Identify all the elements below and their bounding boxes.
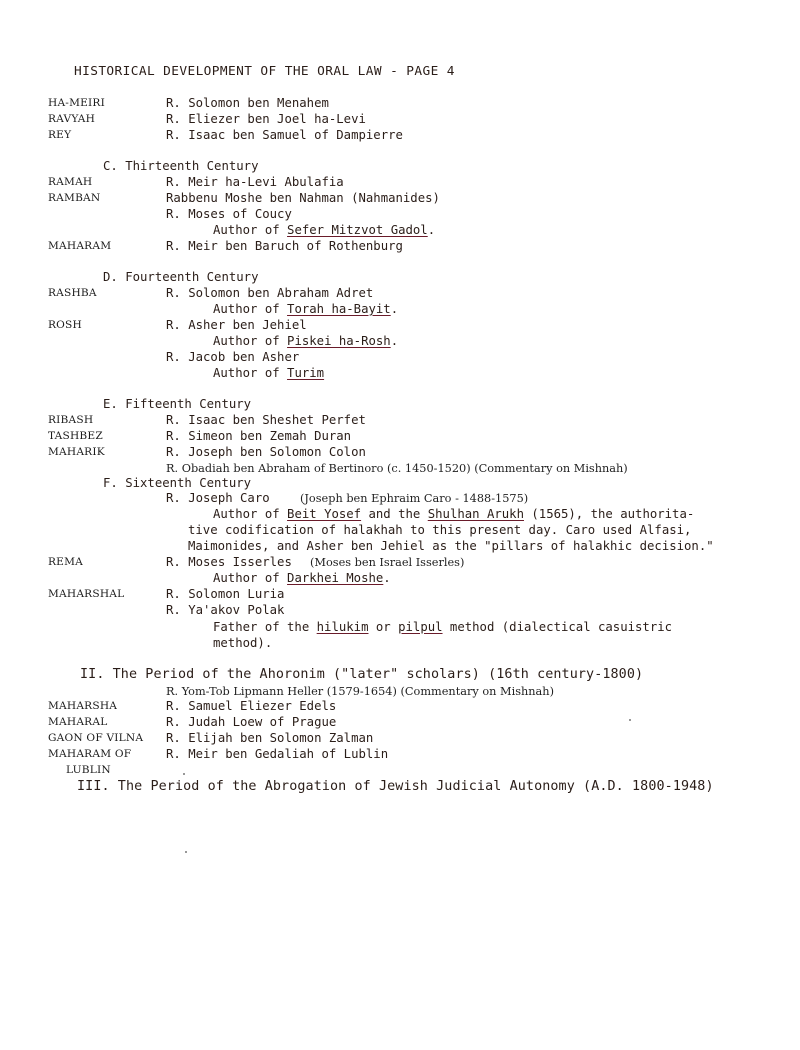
entry-parenthetical: (Joseph ben Ephraim Caro - 1488-1575)	[300, 492, 529, 505]
period-heading-line	[0, 667, 800, 683]
entry-scholar: R. Solomon ben Abraham Adret	[166, 286, 374, 300]
author-text: Father of the	[213, 620, 317, 634]
author-line	[0, 366, 800, 382]
entry-scholar: R. Moses Isserles	[166, 555, 292, 569]
entry-row	[0, 128, 800, 144]
entry-scholar: R. Jacob ben Asher	[166, 350, 300, 364]
entry-scholar: R. Isaac ben Samuel of Dampierre	[166, 128, 403, 142]
entry-abbreviation: RAMAH	[48, 176, 93, 188]
entry-row	[0, 413, 800, 429]
section-heading: E. Fifteenth Century	[103, 397, 252, 411]
entry-row	[0, 175, 800, 191]
entry-row	[0, 239, 800, 255]
entry-abbreviation: LUBLIN	[66, 764, 111, 776]
entry-scholar: R. Moses of Coucy	[166, 207, 292, 221]
description-line	[0, 523, 800, 539]
entry-row	[0, 699, 800, 715]
section-heading: C. Thirteenth Century	[103, 159, 259, 173]
work-title: Beit Yosef	[287, 507, 362, 521]
entry-abbreviation: HA-MEIRI	[48, 97, 105, 109]
entry-abbreviation: GAON OF VILNA	[48, 732, 144, 744]
author-suffix: .	[390, 334, 399, 348]
entry-abbreviation: RASHBA	[48, 287, 97, 299]
entry-row	[0, 684, 800, 700]
section-heading: F. Sixteenth Century	[103, 476, 252, 490]
section-heading-line	[0, 270, 800, 286]
entry-row	[0, 461, 800, 477]
author-note	[213, 620, 672, 636]
entry-scholar: R. Yom-Tob Lipmann Heller (1579-1654) (Commentary on Mishnah)	[166, 685, 554, 698]
entry-row	[0, 429, 800, 445]
author-note	[213, 366, 324, 382]
description-line	[0, 636, 800, 652]
author-text: or	[368, 620, 399, 634]
entry-abbreviation: MAHARSHA	[48, 700, 118, 712]
author-text: and the	[361, 507, 428, 521]
entry-abbreviation: REMA	[48, 556, 84, 568]
scan-speck	[629, 719, 631, 721]
entry-scholar: R. Judah Loew of Prague	[166, 715, 337, 729]
entry-abbreviation: MAHARAL	[48, 716, 108, 728]
section-heading-line	[0, 476, 800, 492]
author-note	[213, 507, 694, 523]
page-title-line	[0, 64, 800, 80]
work-title: Darkhei Moshe	[287, 571, 384, 585]
entry-abbreviation: MAHARSHAL	[48, 588, 125, 600]
work-title: Sefer Mitzvot Gadol	[287, 223, 428, 237]
entry-abbreviation: MAHARAM OF	[48, 748, 132, 760]
author-suffix: .	[383, 571, 391, 585]
author-suffix: .	[390, 302, 399, 316]
author-prefix: Author of	[213, 223, 288, 237]
period-heading: II. The Period of the Ahoronim ("later" scholars) (16th century-1800)	[80, 667, 644, 682]
entry-scholar: Rabbenu Moshe ben Nahman (Nahmanides)	[166, 191, 440, 205]
entry-row	[0, 350, 800, 366]
author-line	[0, 571, 800, 587]
entry-scholar: R. Joseph Caro	[166, 491, 270, 505]
entry-scholar: R. Solomon ben Menahem	[166, 96, 329, 110]
author-line	[0, 620, 800, 636]
author-note	[213, 223, 435, 239]
period-heading-line	[0, 779, 800, 795]
entry-row	[0, 715, 800, 731]
author-text: Author of	[213, 507, 288, 521]
entry-abbreviation: RAMBAN	[48, 192, 101, 204]
author-line	[0, 507, 800, 523]
entry-scholar: R. Asher ben Jehiel	[166, 318, 307, 332]
entry-scholar: R. Elijah ben Solomon Zalman	[166, 731, 374, 745]
period-heading: III. The Period of the Abrogation of Jewish Judicial Autonomy (A.D. 1800-1948)	[77, 779, 714, 794]
author-prefix: Author of	[213, 302, 288, 316]
entry-row	[0, 445, 800, 461]
author-note	[213, 571, 391, 587]
description-text: method).	[213, 636, 273, 650]
entry-scholar: R. Solomon Luria	[166, 587, 285, 601]
work-title: pilpul	[398, 620, 443, 634]
section-heading: D. Fourteenth Century	[103, 270, 259, 284]
entry-row	[0, 555, 800, 571]
scan-speck	[185, 851, 187, 853]
author-line	[0, 334, 800, 350]
entry-abbreviation: REY	[48, 129, 72, 141]
scan-speck	[183, 773, 185, 775]
entry-abbreviation: MAHARIK	[48, 446, 105, 458]
section-heading-line	[0, 397, 800, 413]
author-suffix: .	[427, 223, 436, 237]
author-note	[213, 334, 398, 350]
description-text: tive codification of halakhah to this present day. Caro used Alfasi,	[188, 523, 692, 537]
description-line	[0, 539, 800, 555]
entry-scholar: R. Isaac ben Sheshet Perfet	[166, 413, 366, 427]
author-text: (1565), the authorita-	[523, 507, 695, 521]
description-text: Maimonides, and Asher ben Jehiel as the "pillars of halakhic decision."	[188, 539, 714, 553]
entry-row	[0, 763, 800, 779]
entry-row	[0, 731, 800, 747]
entry-row	[0, 207, 800, 223]
page-title: HISTORICAL DEVELOPMENT OF THE ORAL LAW - PAGE 4	[74, 64, 455, 79]
work-title: Shulhan Arukh	[427, 507, 524, 521]
entry-row	[0, 112, 800, 128]
entry-abbreviation: RIBASH	[48, 414, 94, 426]
entry-parenthetical: (Moses ben Israel Isserles)	[310, 556, 465, 569]
entry-row	[0, 318, 800, 334]
entry-row	[0, 603, 800, 619]
entry-row	[0, 286, 800, 302]
section-heading-line	[0, 159, 800, 175]
author-line	[0, 302, 800, 318]
entry-abbreviation: MAHARAM	[48, 240, 112, 252]
entry-scholar: R. Simeon ben Zemah Duran	[166, 429, 352, 443]
author-prefix: Author of	[213, 334, 288, 348]
entry-abbreviation: RAVYAH	[48, 113, 96, 125]
entry-abbreviation: ROSH	[48, 319, 82, 331]
author-note	[213, 302, 398, 318]
entry-abbreviation: TASHBEZ	[48, 430, 103, 442]
entry-scholar: R. Meir ha-Levi Abulafia	[166, 175, 344, 189]
author-prefix: Author of	[213, 366, 288, 380]
author-text: method (dialectical casuistric	[442, 620, 673, 634]
author-prefix: Author of	[213, 571, 288, 585]
entry-scholar: R. Samuel Eliezer Edels	[166, 699, 337, 713]
entry-row	[0, 191, 800, 207]
entry-row	[0, 491, 800, 507]
work-title: hilukim	[316, 620, 369, 634]
work-title: Turim	[287, 366, 325, 380]
author-line	[0, 223, 800, 239]
entry-scholar: R. Meir ben Gedaliah of Lublin	[166, 747, 389, 761]
entry-row	[0, 747, 800, 763]
entry-scholar: R. Obadiah ben Abraham of Bertinoro (c. 1450-1520) (Commentary on Mishnah)	[166, 462, 628, 475]
entry-scholar: R. Eliezer ben Joel ha-Levi	[166, 112, 366, 126]
work-title: Torah ha-Bayit	[287, 302, 391, 316]
entry-row	[0, 587, 800, 603]
entry-scholar: R. Joseph ben Solomon Colon	[166, 445, 366, 459]
entry-scholar: R. Ya'akov Polak	[166, 603, 285, 617]
entry-scholar: R. Meir ben Baruch of Rothenburg	[166, 239, 403, 253]
entry-row	[0, 96, 800, 112]
work-title: Piskei ha-Rosh	[287, 334, 391, 348]
